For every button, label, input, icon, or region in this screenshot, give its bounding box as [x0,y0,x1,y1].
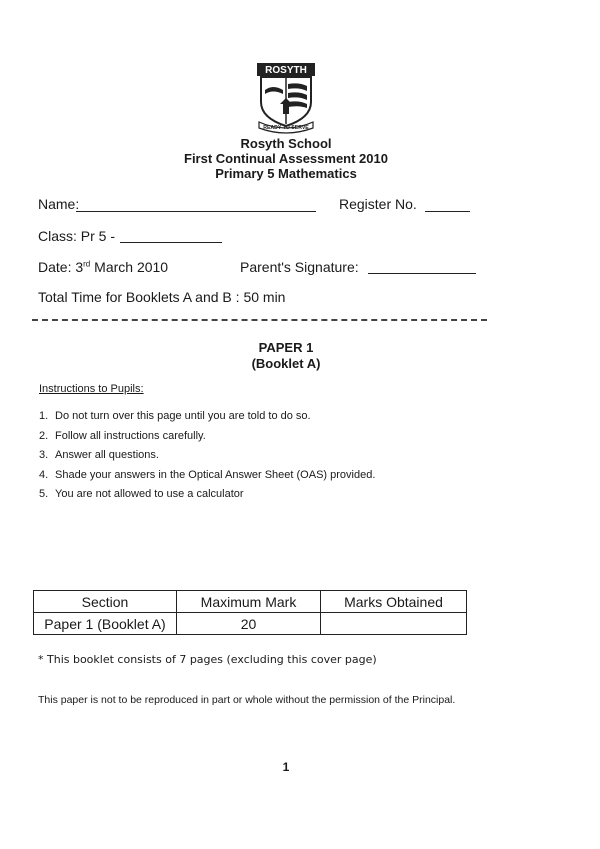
booklet-title: (Booklet A) [251,356,321,371]
crest-banner-text: ROSYTH [265,65,307,76]
paper-title: PAPER 1 [258,340,314,355]
register-number-field[interactable] [425,211,470,212]
instruction-text: Follow all instructions carefully. [55,429,206,442]
column-header-marks-obtained: Marks Obtained [321,591,467,613]
instruction-number: 3. [39,449,49,461]
table-row [34,613,467,635]
page-count-note: * This booklet consists of 7 pages (excluding this cover page) [38,653,377,666]
date-suffix: rd [83,259,91,269]
signature-field[interactable] [368,273,476,274]
reproduction-notice: This paper is not to be reproduced in part or whole without the permission of the Principal. [38,694,456,706]
crest-motto: READY TO SERVE [263,125,309,131]
name-label: Name: [38,196,80,212]
table-header-row [34,591,467,613]
instruction-number: 4. [39,468,49,481]
date-text [38,259,168,275]
school-crest-logo [255,62,317,134]
instructions-list [39,407,375,505]
signature-label: Parent's Signature: [240,259,359,275]
instruction-item [39,466,375,486]
instruction-item [39,485,375,505]
subject-level: Primary 5 Mathematics [215,166,357,181]
cell-section: Paper 1 (Booklet A) [34,613,177,635]
name-field[interactable] [76,211,316,212]
instructions-heading: Instructions to Pupils: [39,383,144,395]
school-name: Rosyth School [240,136,332,151]
instruction-item [39,427,375,447]
instruction-text: You are not allowed to use a calculator [55,488,244,500]
instruction-text: Do not turn over this page until you are told to do so. [55,410,311,422]
instruction-text: Answer all questions. [55,449,159,461]
instruction-number: 2. [39,429,49,442]
column-header-section: Section [34,591,177,613]
marks-table [33,590,467,635]
instruction-number: 5. [39,488,49,500]
column-header-max-mark: Maximum Mark [177,591,321,613]
instruction-number: 1. [39,410,49,422]
instruction-item [39,446,375,466]
register-label: Register No. [339,196,417,212]
instruction-text: Shade your answers in the Optical Answer Sheet (OAS) provided. [55,468,376,481]
separator-rule [32,319,487,321]
date-value: March 2010 [90,259,169,275]
page-number: 1 [282,760,290,774]
class-label: Class: Pr 5 - [38,228,116,244]
cell-marks-obtained[interactable] [321,613,467,635]
total-time: Total Time for Booklets A and B : 50 min [38,289,286,305]
class-field[interactable] [120,242,222,243]
instruction-item [39,407,375,427]
date-label: Date: 3 [38,259,84,275]
cell-max-mark: 20 [177,613,321,635]
assessment-title: First Continual Assessment 2010 [184,151,388,166]
